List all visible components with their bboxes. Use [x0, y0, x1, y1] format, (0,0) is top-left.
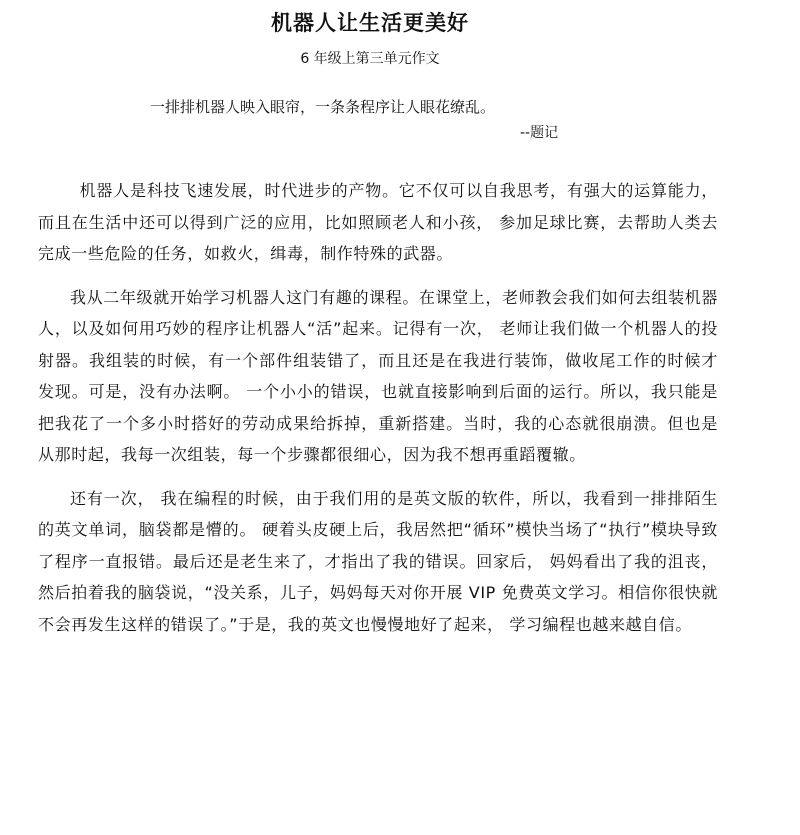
epigraph-attribution: --题记 — [520, 125, 559, 141]
paragraph: 我从二年级就开始学习机器人这门有趣的课程。在课堂上，老师教会我们如何去组装机器人，以及如何用巧妙的程序让机器人“活”起来。记得有一次， 老师让我们做一个机器人的投射器。我组装的时候，有一个部件组装错了，而且还是在我进行装饰，做收尾工作的时候才发现。可是，没有办法啊。 一个小小的错误，也就直接影响到后面的运行。所以，我只能是把我花了一个多小时搭好的劳动成果给拆掉，重新搭建。当时，我的心态就很崩溃。但也是从那时起，我每一次组装，每一个步骤都很细心，因为我不想再重蹈覆辙。 — [38, 287, 718, 464]
paragraph: 机器人是科技飞速发展，时代进步的产物。它不仅可以自我思考，有强大的运算能力，而且在生活中还可以得到广泛的应用，比如照顾老人和小孩， 参加足球比赛，去帮助人类去完成一些危险的任务，如救火，缉毒，制作特殊的武器。 — [38, 181, 718, 263]
epigraph-text: 一排排机器人映入眼帘，一条条程序让人眼花缭乱。 — [150, 98, 496, 116]
document-subtitle: 6 年级上第三单元作文 — [300, 51, 440, 67]
paragraph: 还有一次， 我在编程的时候，由于我们用的是英文版的软件，所以，我看到一排排陌生的英文单词，脑袋都是懵的。 硬着头皮硬上后，我居然把“循环”模快当场了“执行”模块导致了程序一直报错。最后还是老生来了，才指出了我的错误。回家后， 妈妈看出了我的沮丧，然后拍着我的脑袋说，“没关系，儿子，妈妈每天对你开展 VIP 免费英文学习。相信你很快就不会再发生这样的错误了。”于是，我的英文也慢慢地好了起来， 学习编程也越来越自信。 — [38, 488, 718, 634]
document-title: 机器人让生活更美好 — [271, 10, 469, 35]
essay-body — [38, 175, 718, 640]
